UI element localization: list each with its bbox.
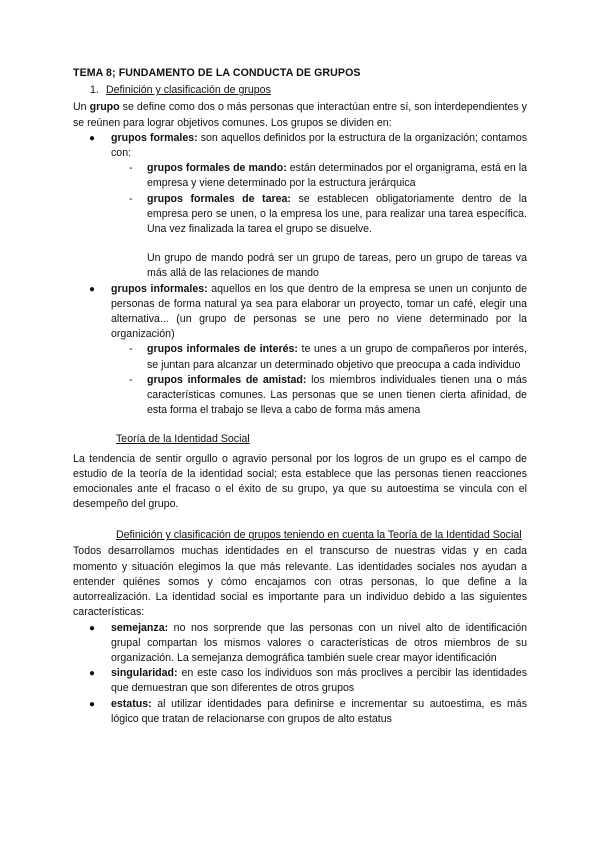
dash-bold: grupos informales de interés: xyxy=(147,343,298,356)
dash-text: te unes a un grupo de compañeros por interés, se juntan para alcanzar un determinado objetivo que preocupa a cada individuo xyxy=(147,343,527,371)
bullet-bold: grupos formales: xyxy=(111,131,198,144)
dash-item xyxy=(73,373,527,419)
bullet-icon: ● xyxy=(89,622,96,634)
bullet-text: aquellos en los que dentro de la empresa se unen un conjunto de personas de forma natural ya sea para elaborar un proyecto, tomar un café, elegir una alternativa... (un grupo de personas se une pero no viene determinado por la organización) xyxy=(111,282,527,341)
bullet-bold: semejanza: xyxy=(111,621,169,634)
bullet-singularidad xyxy=(73,666,527,696)
dash-bold: grupos formales de tarea: xyxy=(147,192,291,205)
dash-bold: grupos informales de amistad: xyxy=(147,373,307,386)
teoria-heading xyxy=(73,432,527,447)
dash-bold: grupos formales de mando: xyxy=(147,162,287,175)
dash-text: los miembros individuales tienen una o más características comunes. Las personas que se unen tienen cierta afinidad, de esta forma el trabajo se lleva a cabo de forma más amena xyxy=(147,373,528,417)
bullet-formales xyxy=(73,131,527,161)
bullet-text: son aquellos definidos por la estructura de la organización; contamos con: xyxy=(111,131,528,160)
intro-pre: Un xyxy=(73,101,90,114)
bullet-semejanza xyxy=(73,621,527,667)
dash-item xyxy=(73,342,527,372)
bullet-text: no nos sorprende que las personas con un nivel alto de identificación grupal compartan los mismos valores o características de otros miembros de su organización. La semejanza demográfica también suele crear mayor identificación xyxy=(111,621,527,664)
document-title: TEMA 8; FUNDAMENTO DE LA CONDUCTA DE GRUPOS xyxy=(73,67,361,79)
bullet-bold: grupos informales: xyxy=(111,282,208,295)
formales-note: Un grupo de mando podrá ser un grupo de tareas, pero un grupo de tareas va más allá de las relaciones de mando xyxy=(147,252,527,280)
dash-icon: - xyxy=(129,343,133,356)
teoria-paragraph: La tendencia de sentir orgullo o agravio personal por los logros de un grupo es el campo de estudio de la teoría de la identidad social; esta establece que las personas tienen reacciones emocionales ante el fracaso o el éxito de su grupo, ya que su autoestima se vincula con el desempeño del grupo. xyxy=(73,452,527,511)
intro-paragraph xyxy=(73,100,527,130)
bullet-informales xyxy=(73,282,527,343)
section-number: 1. xyxy=(90,84,99,97)
bullet-text: al utilizar identidades para definirse e incrementar su autoestima, es más lógico que tratan de relacionarse con grupos de alto estatus xyxy=(111,697,527,725)
definicion2-heading-text: Definición y clasificación de grupos teniendo en cuenta la Teoría de la Identidad Social xyxy=(116,529,522,542)
dash-icon: - xyxy=(129,192,133,205)
document-page xyxy=(73,66,527,727)
definicion2-heading xyxy=(73,526,527,544)
dash-text: están determinados por el organigrama, está en la empresa y viene determinado por la estructura jerárquica xyxy=(147,162,527,190)
bullet-icon: ● xyxy=(89,668,96,680)
dash-icon: - xyxy=(129,373,133,386)
dash-text: se establecen obligatoriamente dentro de la empresa pero se unen, o la empresa los une, para realizar una tarea específica. Una vez finalizada la tarea el grupo se disuelve. xyxy=(147,192,528,236)
bullet-estatus xyxy=(73,697,527,727)
dash-item xyxy=(73,161,527,191)
teoria-heading-text: Teoría de la Identidad Social xyxy=(116,433,250,446)
intro-bold: grupo xyxy=(89,101,120,114)
bullet-bold: singularidad: xyxy=(111,667,178,680)
bullet-icon: ● xyxy=(89,132,96,144)
bullet-bold: estatus: xyxy=(111,697,152,710)
bullet-icon: ● xyxy=(89,698,96,710)
bullet-icon: ● xyxy=(89,283,96,295)
dash-icon: - xyxy=(129,162,133,175)
definicion2-paragraph: Todos desarrollamos muchas identidades en el transcurso de nuestras vidas y en cada momento y situación elegimos la que más relevante. Las identidades sociales nos ayudan a entender quiénes somos y cómo encajamos con otras personas, lo que define a la autorrealización. La identidad social es importante para un individuo debido a las siguientes características: xyxy=(73,545,527,619)
bullet-text: en este caso los individuos son más proclives a percibir las identidades que demuestran que son diferentes de otros grupos xyxy=(111,667,527,695)
section-heading-1 xyxy=(73,83,527,98)
intro-post: se define como dos o más personas que interactúan entre sí, son interdependientes y se reúnen para lograr objetivos comunes. Los grupos se dividen en: xyxy=(73,101,527,129)
dash-item xyxy=(73,192,527,238)
section-heading-text: Definición y clasificación de grupos xyxy=(106,84,271,97)
